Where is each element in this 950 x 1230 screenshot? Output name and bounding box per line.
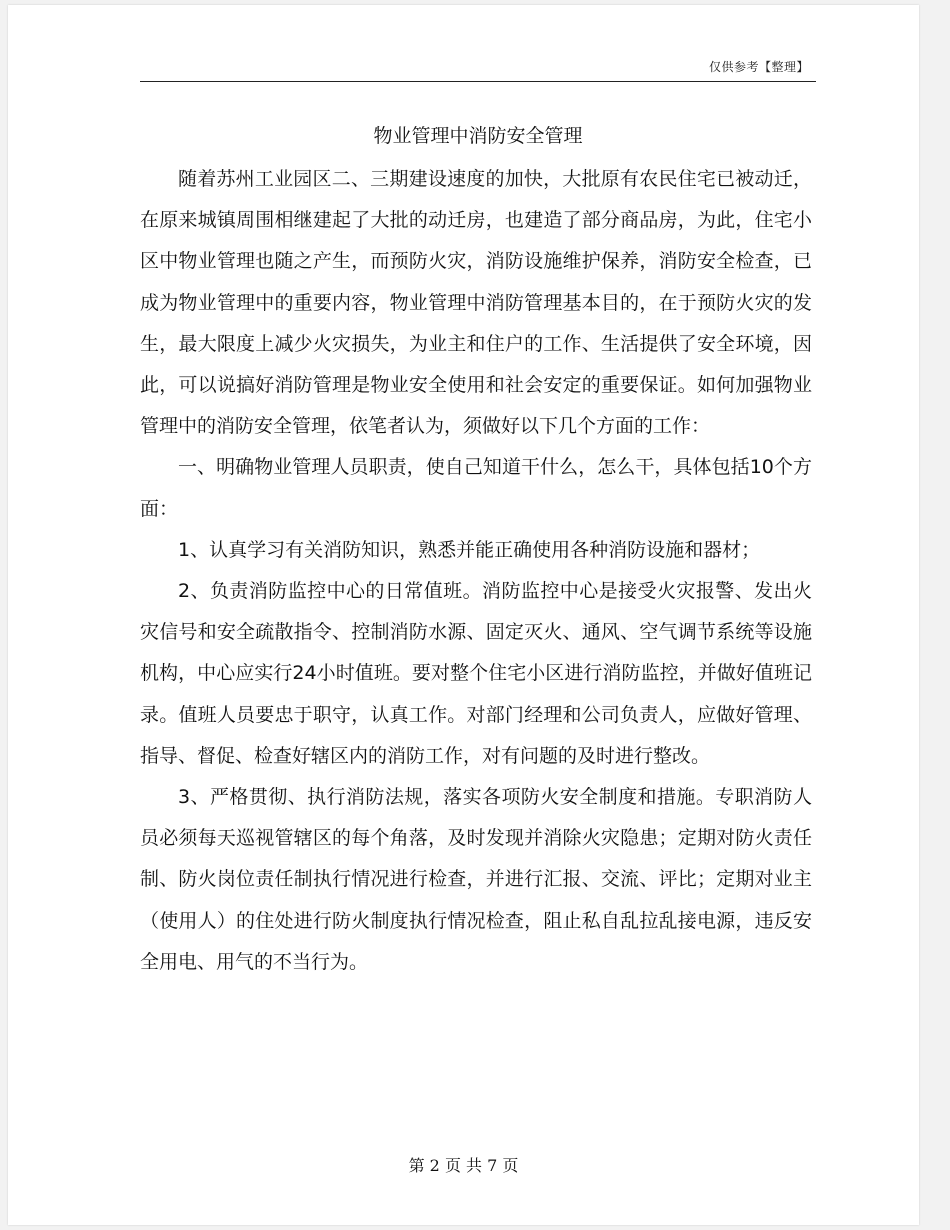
paragraph-intro: 随着苏州工业园区二、三期建设速度的加快，大批原有农民住宅已被动迁，在原来城镇周围相继建起了大批的动迁房，也建造了部分商品房，为此，住宅小区中物业管理也随之产生，而预防火灾，消防设施维护保养，消防安全检查，已成为物业管理中的重要内容，物业管理中消防管理基本目的，在于预防火灾的发生，最大限度上减少火灾损失，为业主和住户的工作、生活提供了安全环境，因此，可以说搞好消防管理是物业安全使用和社会安定的重要保证。如何加强物业管理中的消防安全管理，依笔者认为，须做好以下几个方面的工作： — [140, 168, 812, 438]
document-title: 物业管理中消防安全管理 — [373, 125, 583, 147]
page-number-footer: 第 2 页 共 7 页 — [408, 1156, 519, 1175]
document-body — [140, 159, 812, 983]
document-page — [8, 5, 919, 1225]
header-divider — [140, 81, 816, 82]
paragraph-item-2: 2、负责消防监控中心的日常值班。消防监控中心是接受火灾报警、发出火灾信号和安全疏散指令、控制消防水源、固定灭火、通风、空气调节系统等设施机构，中心应实行24小时值班。要对整个住宅小区进行消防监控，并做好值班记录。值班人员要忠于职守，认真工作。对部门经理和公司负责人，应做好管理、指导、督促、检查好辖区内的消防工作，对有问题的及时进行整改。 — [140, 580, 812, 767]
paragraph-section-1: 一、明确物业管理人员职责，使自己知道干什么，怎么干，具体包括10个方面： — [140, 456, 812, 520]
paragraph-item-3: 3、严格贯彻、执行消防法规，落实各项防火安全制度和措施。专职消防人员必须每天巡视管辖区的每个角落，及时发现并消除火灾隐患；定期对防火责任制、防火岗位责任制执行情况进行检查，并进行汇报、交流、评比；定期对业主（使用人）的住处进行防火制度执行情况检查，阻止私自乱拉乱接电源，违反安全用电、用气的不当行为。 — [140, 786, 812, 973]
header-note: 仅供参考【整理】 — [708, 60, 809, 74]
paragraph-item-1: 1、认真学习有关消防知识，熟悉并能正确使用各种消防设施和器材； — [178, 538, 761, 561]
